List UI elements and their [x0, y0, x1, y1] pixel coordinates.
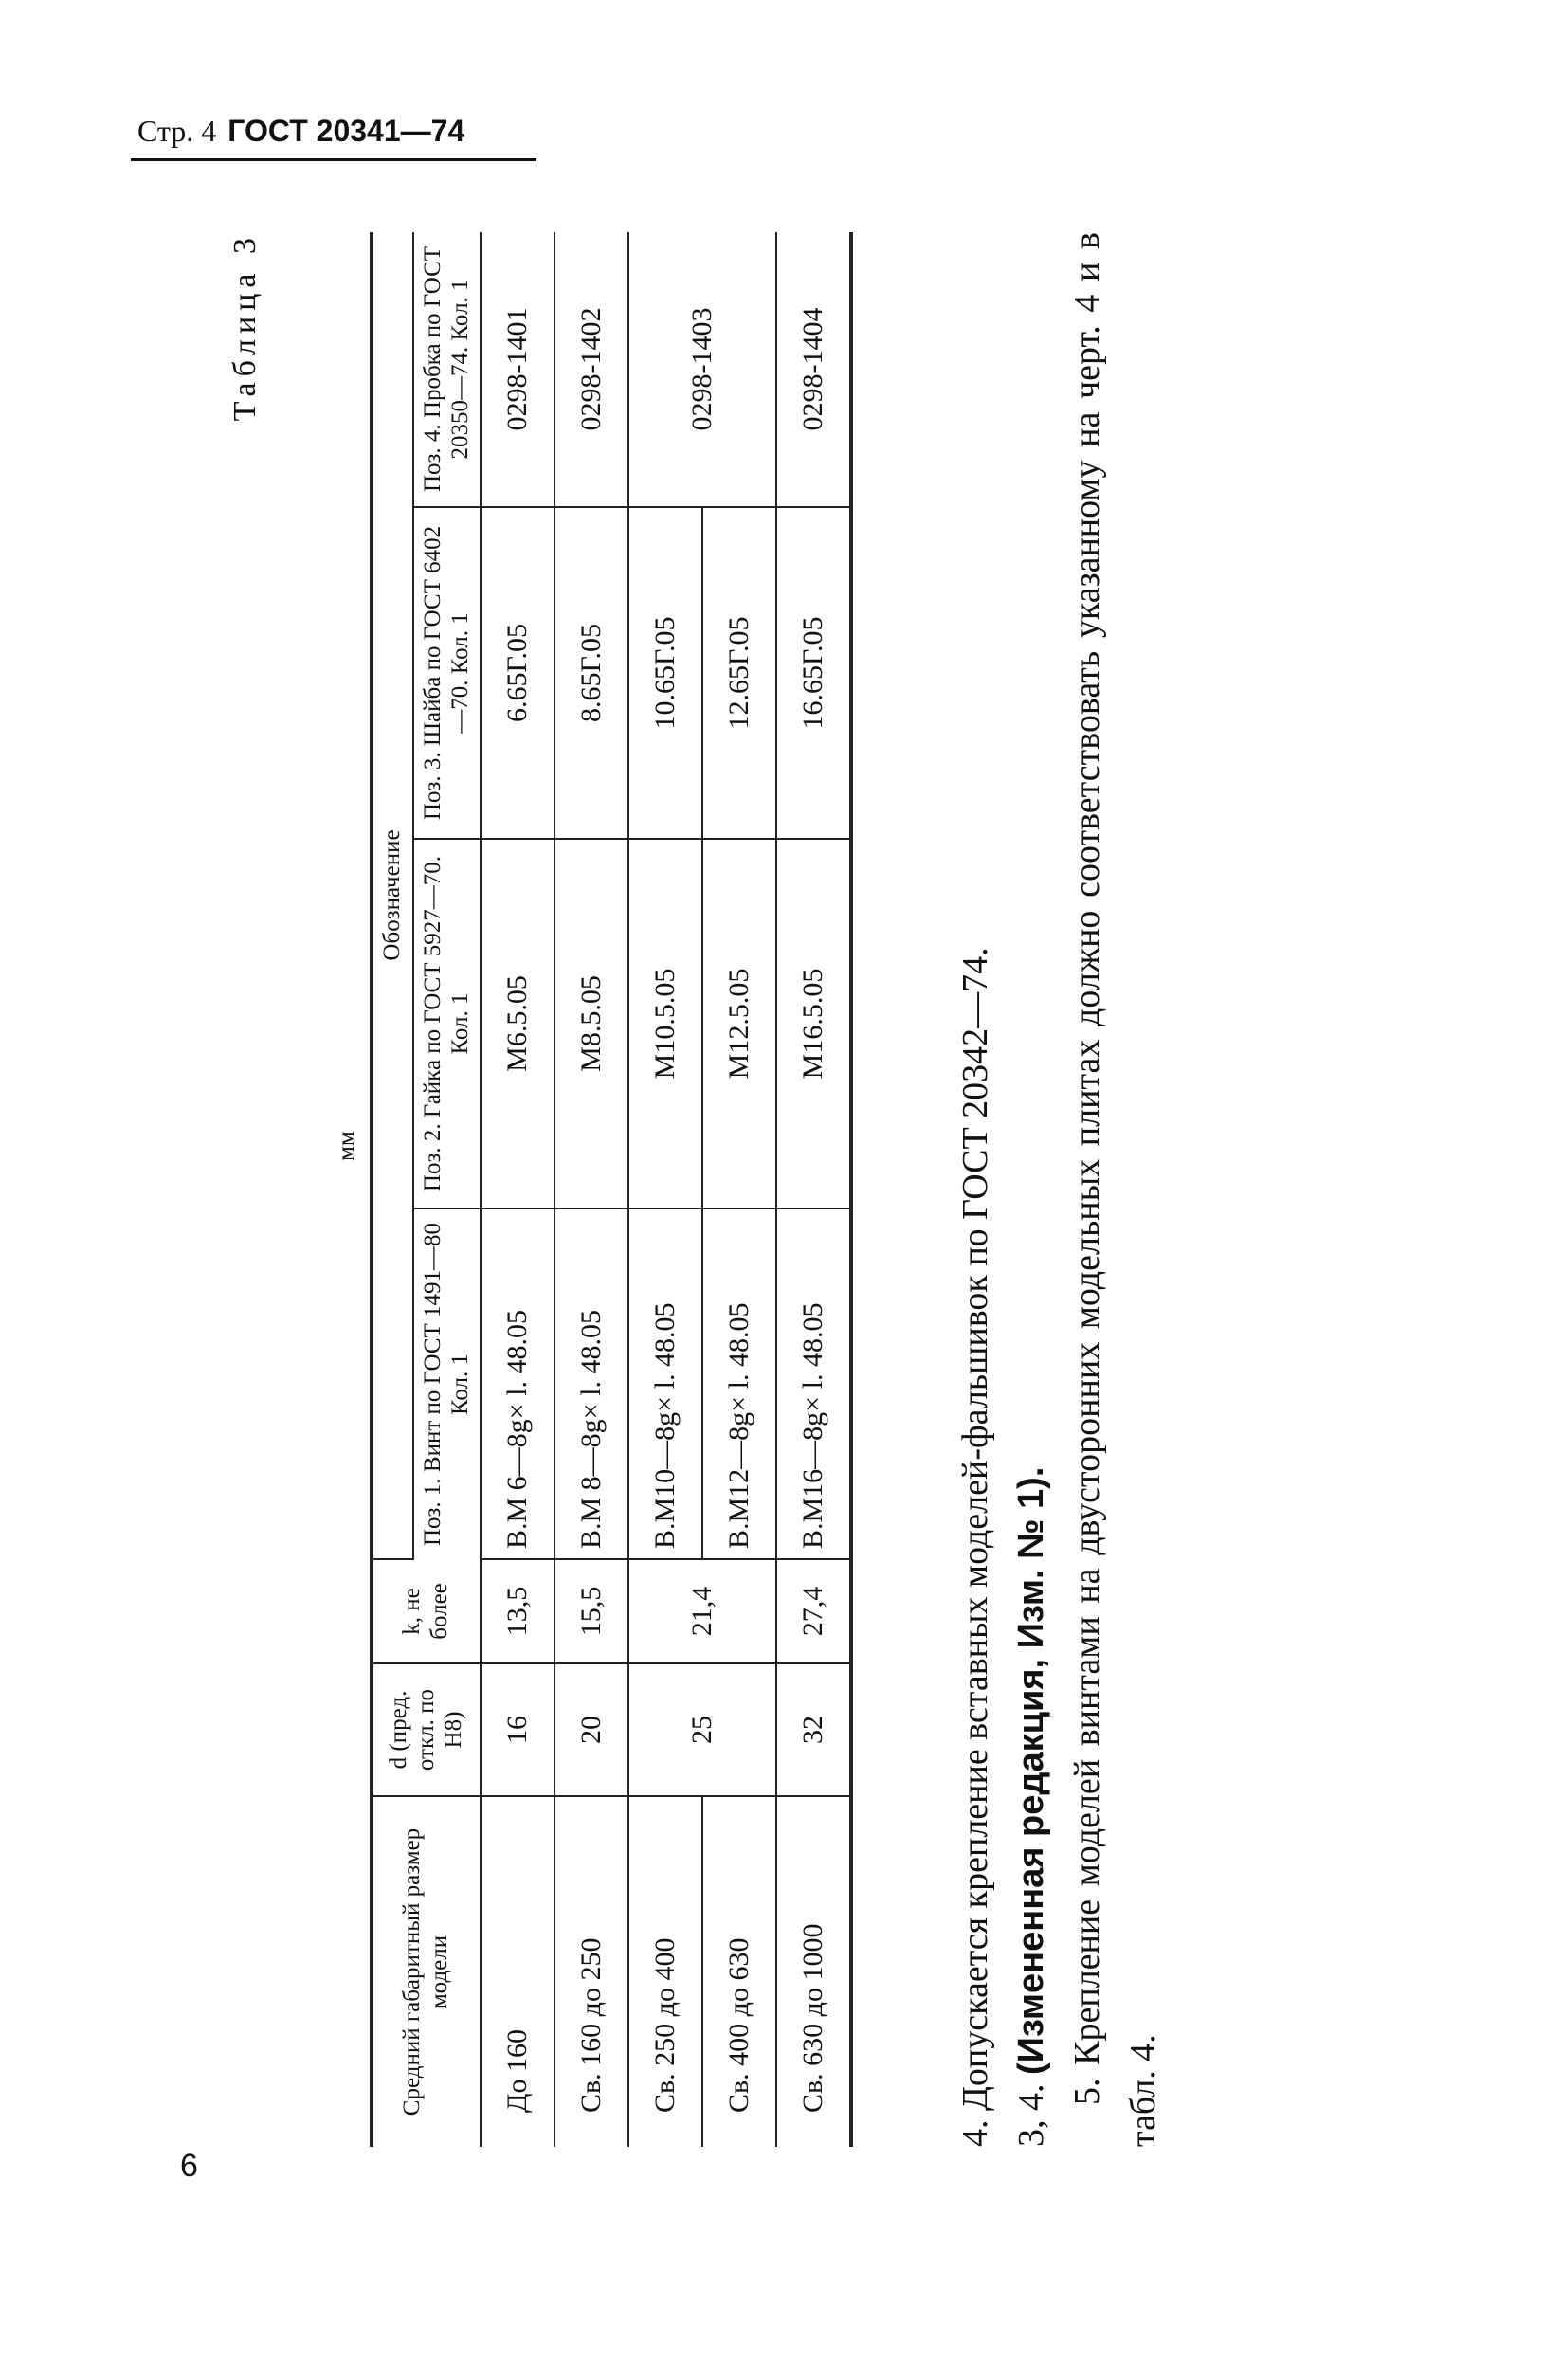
note-amendment-prefix: 3, 4.: [1010, 2083, 1051, 2147]
header-pos1: Поз. 1. Винт по ГОСТ 1491—80 Кол. 1: [413, 1208, 482, 1559]
header-designation: Обозначение: [372, 232, 413, 1559]
cell-screw: В.М16—8g× l. 48.05: [776, 1208, 851, 1559]
cell-d: 16: [481, 1663, 554, 1796]
cell-size: До 160: [481, 1796, 554, 2147]
table-row: [481, 232, 554, 2147]
table-row: [702, 232, 776, 2147]
cell-nut: М8.5.05: [554, 839, 628, 1208]
header-d: d (пред. откл. по H8): [372, 1663, 481, 1796]
cell-washer: 12.65Г.05: [702, 507, 776, 839]
header-pos3: Поз. 3. Шайба по ГОСТ 6402—70. Кол. 1: [413, 507, 482, 839]
cell-k: 13,5: [481, 1559, 554, 1663]
gost-number: ГОСТ 20341—74: [227, 114, 465, 148]
rotated-page-content: [227, 232, 1545, 2147]
header-k: k, не более: [372, 1559, 481, 1663]
cell-plug: 0298-1402: [554, 232, 628, 507]
cell-washer: 8.65Г.05: [554, 507, 628, 839]
cell-nut: М10.5.05: [628, 839, 702, 1208]
cell-washer: 6.65Г.05: [481, 507, 554, 839]
cell-size: Св. 400 до 630: [702, 1796, 776, 2147]
table-row: [554, 232, 628, 2147]
cell-screw: В.М12—8g× l. 48.05: [702, 1208, 776, 1559]
cell-size: Св. 630 до 1000: [776, 1796, 851, 2147]
cell-size: Св. 160 до 250: [554, 1796, 628, 2147]
cell-d: 25: [628, 1663, 776, 1796]
fastener-table: [370, 232, 853, 2147]
cell-size: Св. 250 до 400: [628, 1796, 702, 2147]
cell-d: 20: [554, 1663, 628, 1796]
table-caption: Таблица 3: [227, 232, 263, 422]
cell-k: 21,4: [628, 1559, 776, 1663]
cell-plug: 0298-1403: [628, 232, 776, 507]
note-amendment-bold: (Измененная редакция, Изм. № 1).: [1010, 1466, 1051, 2075]
page-label: Стр. 4: [137, 114, 217, 148]
cell-nut: М12.5.05: [702, 839, 776, 1208]
header-rule: [131, 158, 536, 161]
cell-d: 32: [776, 1663, 851, 1796]
table-unit: мм: [334, 1131, 359, 1161]
page-header: [137, 114, 464, 149]
header-pos2: Поз. 2. Гайка по ГОСТ 5927—70. Кол. 1: [413, 839, 482, 1208]
header-pos4: Поз. 4. Пробка по ГОСТ 20350—74. Кол. 1: [413, 232, 482, 507]
note-4: 4. Допускается крепление вставных моделей-фальшивок по ГОСТ 20342—74.: [955, 947, 995, 2147]
cell-screw: В.М10—8g× l. 48.05: [628, 1208, 702, 1559]
notes: [948, 232, 1172, 2147]
note-amendment: [1004, 232, 1060, 2147]
cell-washer: 16.65Г.05: [776, 507, 851, 839]
page-number: 6: [180, 2148, 198, 2184]
cell-washer: 10.65Г.05: [628, 507, 702, 839]
cell-plug: 0298-1401: [481, 232, 554, 507]
header-size: Средний габаритный размер модели: [372, 1796, 481, 2147]
cell-screw: В.М 6—8g× l. 48.05: [481, 1208, 554, 1559]
cell-plug: 0298-1404: [776, 232, 851, 507]
table-row: [776, 232, 851, 2147]
note-5: 5. Крепление моделей винтами на двусторонних модельных плитах должно соответствовать указанному на черт. 4 и в табл. 4.: [1066, 232, 1163, 2147]
table-row: [628, 232, 702, 2147]
cell-nut: М6.5.05: [481, 839, 554, 1208]
cell-screw: В.М 8—8g× l. 48.05: [554, 1208, 628, 1559]
cell-k: 27,4: [776, 1559, 851, 1663]
cell-k: 15,5: [554, 1559, 628, 1663]
cell-nut: М16.5.05: [776, 839, 851, 1208]
